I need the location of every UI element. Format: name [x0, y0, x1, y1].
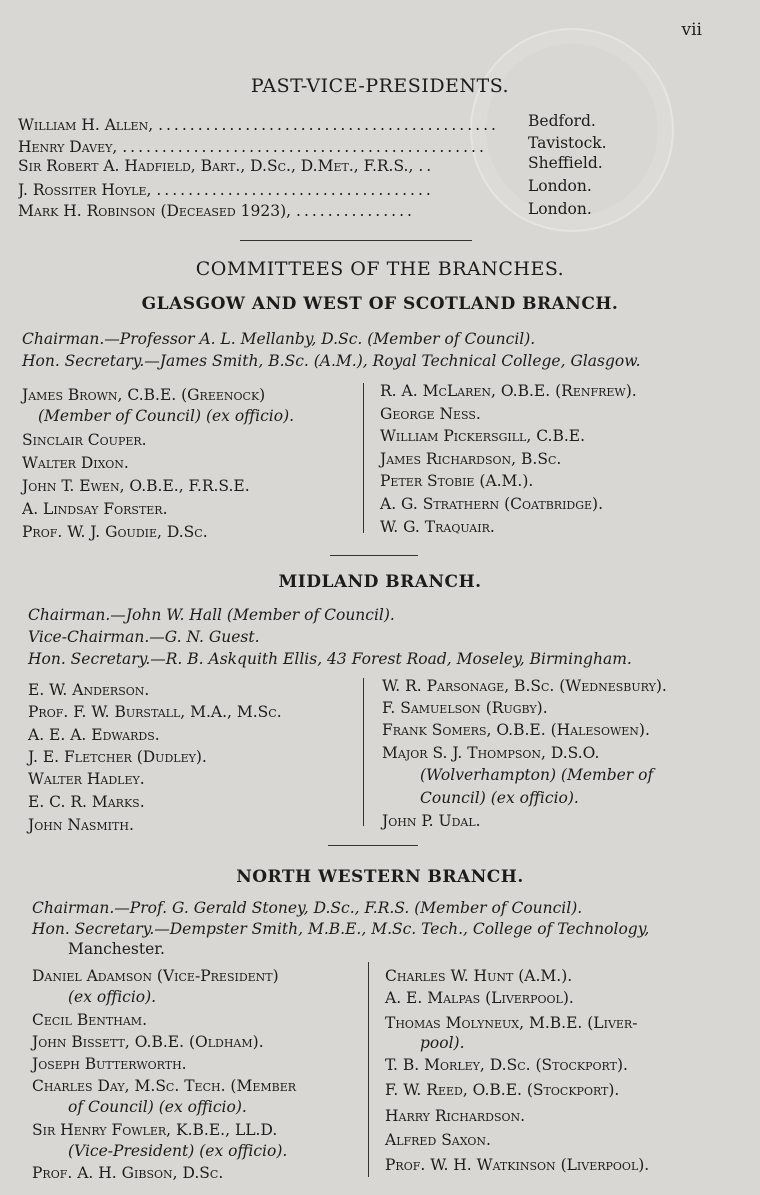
- past-vice-presidents-heading: PAST-VICE-PRESIDENTS.: [250, 75, 510, 97]
- nw-member: Prof. A. H. Gibson, D.Sc.: [32, 1164, 224, 1182]
- nw-secretary-cont: Manchester.: [68, 940, 165, 958]
- midland-member: Prof. F. W. Burstall, M.A., M.Sc.: [28, 703, 282, 721]
- nw-member: (ex officio).: [68, 988, 157, 1006]
- nw-chairman: Chairman.—Prof. G. Gerald Stoney, D.Sc., F.R.S. (Member of Council).: [32, 899, 583, 917]
- midland-vice-chairman: Vice-Chairman.—G. N. Guest.: [28, 628, 260, 646]
- glasgow-member: John T. Ewen, O.B.E., F.R.S.E.: [22, 477, 250, 495]
- glasgow-member: (Member of Council) (ex officio).: [38, 407, 295, 425]
- midland-member: J. E. Fletcher (Dudley).: [28, 748, 207, 766]
- pvp-entry: William H. Allen, ...........................................: [18, 116, 499, 134]
- glasgow-member: Prof. W. J. Goudie, D.Sc.: [22, 523, 208, 541]
- divider: [328, 845, 418, 846]
- midland-chairman: Chairman.—John W. Hall (Member of Council).: [28, 606, 395, 624]
- nw-member: pool).: [420, 1034, 465, 1052]
- midland-secretary: Hon. Secretary.—R. B. Askquith Ellis, 43 Forest Road, Moseley, Birmingham.: [28, 650, 632, 668]
- glasgow-member: George Ness.: [380, 405, 481, 423]
- midland-member: John P. Udal.: [382, 812, 481, 830]
- glasgow-member: Sinclair Couper.: [22, 431, 147, 449]
- nw-member: Alfred Saxon.: [385, 1131, 491, 1149]
- nw-member: Harry Richardson.: [385, 1107, 526, 1125]
- glasgow-secretary: Hon. Secretary.—James Smith, B.Sc. (A.M.), Royal Technical College, Glasgow.: [22, 352, 641, 370]
- midland-member: Frank Somers, O.B.E. (Halesowen).: [382, 721, 650, 739]
- glasgow-branch-heading: GLASGOW AND WEST OF SCOTLAND BRANCH.: [141, 294, 619, 314]
- glasgow-member: Peter Stobie (A.M.).: [380, 472, 534, 490]
- column-divider: [363, 678, 364, 826]
- midland-member: Major S. J. Thompson, D.S.O.: [382, 744, 600, 762]
- midland-member: (Wolverhampton) (Member of: [420, 766, 654, 784]
- glasgow-member: A. Lindsay Forster.: [22, 500, 168, 518]
- page-number: vii: [681, 20, 702, 40]
- pvp-place: London.: [528, 177, 592, 195]
- midland-member: E. W. Anderson.: [28, 681, 150, 699]
- nw-member: Charles W. Hunt (A.M.).: [385, 967, 573, 985]
- nw-member: F. W. Reed, O.B.E. (Stockport).: [385, 1081, 620, 1099]
- midland-member: John Nasmith.: [28, 816, 134, 834]
- pvp-entry: Mark H. Robinson (Deceased 1923), ...............: [18, 202, 415, 220]
- column-divider: [368, 962, 369, 1177]
- midland-member: F. Samuelson (Rugby).: [382, 699, 548, 717]
- glasgow-member: R. A. McLaren, O.B.E. (Renfrew).: [380, 382, 637, 400]
- divider: [330, 555, 418, 556]
- pvp-entry: Henry Davey, ..............................................: [18, 138, 487, 156]
- nw-member: A. E. Malpas (Liverpool).: [385, 989, 574, 1007]
- pvp-place: London.: [528, 200, 592, 218]
- nw-member: of Council) (ex officio).: [68, 1098, 247, 1116]
- glasgow-chairman: Chairman.—Professor A. L. Mellanby, D.Sc. (Member of Council).: [22, 330, 536, 348]
- glasgow-member: William Pickersgill, C.B.E.: [380, 427, 586, 445]
- midland-member: W. R. Parsonage, B.Sc. (Wednesbury).: [382, 677, 667, 695]
- midland-member: A. E. A. Edwards.: [28, 726, 160, 744]
- pvp-place: Bedford.: [528, 112, 596, 130]
- nw-member: John Bissett, O.B.E. (Oldham).: [32, 1033, 264, 1051]
- committees-heading: COMMITTEES OF THE BRANCHES.: [195, 258, 565, 280]
- pvp-place: Sheffield.: [528, 154, 603, 172]
- midland-member: Walter Hadley.: [28, 770, 145, 788]
- nw-member: Sir Henry Fowler, K.B.E., LL.D.: [32, 1121, 278, 1139]
- nw-member: Daniel Adamson (Vice-President): [32, 967, 279, 985]
- nw-member: Joseph Butterworth.: [32, 1055, 187, 1073]
- north-western-branch-heading: NORTH WESTERN BRANCH.: [236, 867, 524, 887]
- nw-member: Cecil Bentham.: [32, 1011, 147, 1029]
- glasgow-member: Walter Dixon.: [22, 454, 129, 472]
- nw-secretary: Hon. Secretary.—Dempster Smith, M.B.E., M.Sc. Tech., College of Technology,: [32, 920, 650, 938]
- nw-member: Prof. W. H. Watkinson (Liverpool).: [385, 1156, 650, 1174]
- nw-member: (Vice-President) (ex officio).: [68, 1142, 288, 1160]
- glasgow-member: W. G. Traquair.: [380, 518, 495, 536]
- pvp-entry: J. Rossiter Hoyle, ...................................: [18, 181, 434, 199]
- nw-member: T. B. Morley, D.Sc. (Stockport).: [385, 1056, 628, 1074]
- pvp-place: Tavistock.: [528, 134, 607, 152]
- column-divider: [363, 383, 364, 533]
- midland-member: E. C. R. Marks.: [28, 793, 145, 811]
- midland-member: Council) (ex officio).: [420, 789, 579, 807]
- midland-branch-heading: MIDLAND BRANCH.: [278, 572, 482, 592]
- pvp-entry: Sir Robert A. Hadfield, Bart., D.Sc., D.Met., F.R.S., ..: [18, 157, 435, 175]
- glasgow-member: A. G. Strathern (Coatbridge).: [380, 495, 604, 513]
- glasgow-member: James Brown, C.B.E. (Greenock): [22, 386, 266, 404]
- divider: [240, 240, 472, 241]
- nw-member: Charles Day, M.Sc. Tech. (Member: [32, 1077, 297, 1095]
- nw-member: Thomas Molyneux, M.B.E. (Liver-: [385, 1014, 638, 1032]
- glasgow-member: James Richardson, B.Sc.: [380, 450, 562, 468]
